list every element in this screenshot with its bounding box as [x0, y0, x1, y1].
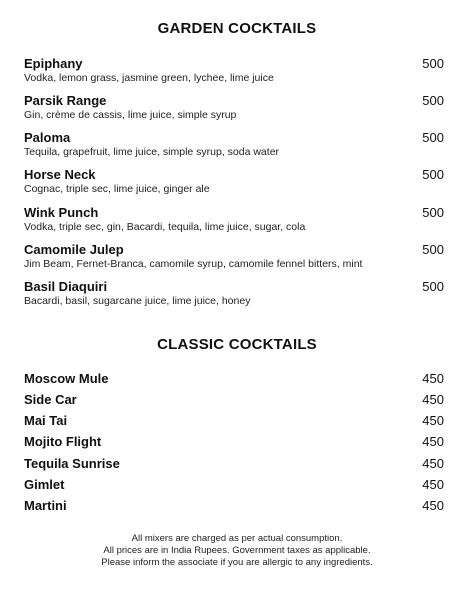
- menu-item-price: 500: [422, 93, 444, 108]
- menu-item-name: Gimlet: [24, 477, 65, 492]
- menu-item-side-car: [24, 392, 450, 407]
- menu-item-price: 450: [422, 498, 444, 513]
- menu-item-martini: [24, 498, 450, 513]
- menu-item-name: Wink Punch: [24, 205, 99, 220]
- footer-note-mixers: All mixers are charged as per actual consumption.: [131, 533, 343, 544]
- menu-item-wink-punch: [24, 205, 450, 234]
- menu-item-horse-neck: [24, 167, 450, 196]
- menu-item-price: 450: [422, 456, 444, 471]
- menu-item-name: Mai Tai: [24, 413, 68, 428]
- menu-item-description: Bacardi, basil, sugarcane juice, lime juice, honey: [24, 295, 251, 307]
- menu-item-camomile-julep: [24, 242, 450, 271]
- menu-item-price: 500: [422, 56, 444, 71]
- menu-item-basil-diaquiri: [24, 279, 450, 308]
- menu-item-parsik-range: [24, 93, 450, 122]
- menu-item-description: Cognac, triple sec, lime juice, ginger ale: [24, 183, 210, 195]
- menu-footer-notes: [0, 533, 474, 569]
- menu-item-description: Tequila, grapefruit, lime juice, simple syrup, soda water: [24, 146, 280, 158]
- menu-item-name: Parsik Range: [24, 93, 107, 108]
- menu-item-mojito-flight: [24, 434, 450, 449]
- menu-item-price: 450: [422, 477, 444, 492]
- menu-item-name: Epiphany: [24, 56, 83, 71]
- menu-item-name: Basil Diaquiri: [24, 279, 108, 294]
- menu-item-name: Martini: [24, 498, 67, 513]
- menu-item-price: 450: [422, 413, 444, 428]
- menu-item-price: 500: [422, 130, 444, 145]
- menu-item-price: 500: [422, 279, 444, 294]
- menu-item-tequila-sunrise: [24, 456, 450, 471]
- menu-item-description: Gin, crème de cassis, lime juice, simple syrup: [24, 109, 237, 121]
- menu-item-mai-tai: [24, 413, 450, 428]
- menu-item-moscow-mule: [24, 371, 450, 386]
- menu-item-description: Jim Beam, Fernet-Branca, camomile syrup, camomile fennel bitters, mint: [24, 258, 363, 270]
- menu-item-epiphany: [24, 56, 450, 85]
- menu-item-name: Camomile Julep: [24, 242, 124, 257]
- menu-item-price: 500: [422, 167, 444, 182]
- menu-item-paloma: [24, 130, 450, 159]
- menu-item-name: Horse Neck: [24, 167, 96, 182]
- menu-item-price: 450: [422, 392, 444, 407]
- menu-item-price: 450: [422, 434, 444, 449]
- footer-note-prices: All prices are in India Rupees. Government taxes as applicable.: [103, 545, 371, 556]
- menu-item-name: Side Car: [24, 392, 77, 407]
- menu-item-description: Vodka, triple sec, gin, Bacardi, tequila, lime juice, sugar, cola: [24, 221, 306, 233]
- menu-item-price: 500: [422, 205, 444, 220]
- garden-cocktails-title: GARDEN COCKTAILS: [157, 20, 317, 37]
- classic-cocktails-title: CLASSIC COCKTAILS: [157, 336, 317, 353]
- menu-item-price: 500: [422, 242, 444, 257]
- menu-item-name: Tequila Sunrise: [24, 456, 120, 471]
- menu-item-name: Moscow Mule: [24, 371, 109, 386]
- menu-item-name: Paloma: [24, 130, 71, 145]
- menu-item-price: 450: [422, 371, 444, 386]
- menu-item-gimlet: [24, 477, 450, 492]
- menu-item-description: Vodka, lemon grass, jasmine green, lychee, lime juice: [24, 72, 274, 84]
- menu-item-name: Mojito Flight: [24, 434, 102, 449]
- footer-note-allergy: Please inform the associate if you are allergic to any ingredients.: [101, 557, 373, 568]
